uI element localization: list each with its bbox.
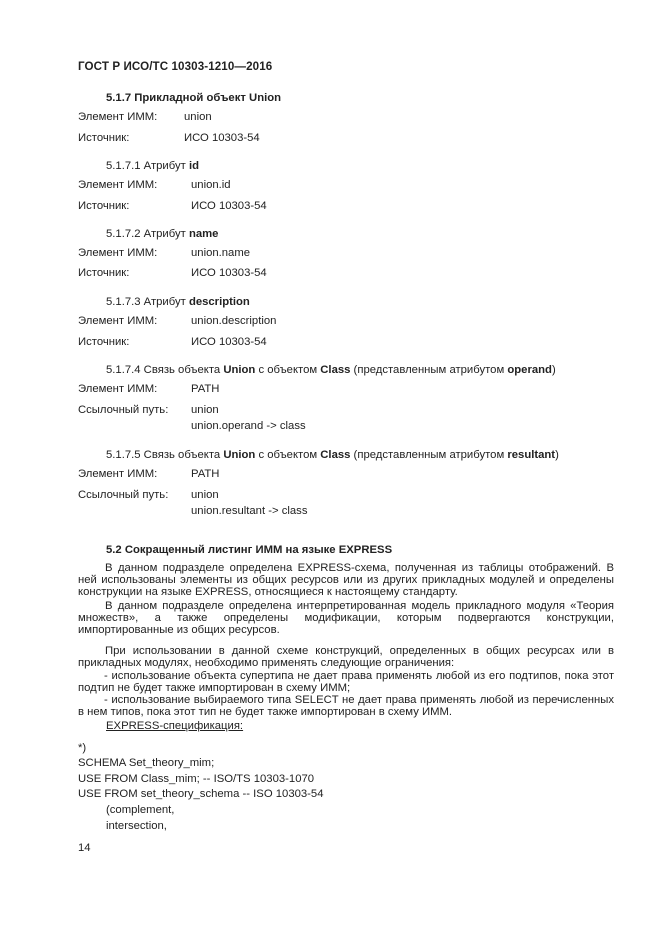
source-label: Источник: bbox=[78, 336, 130, 348]
reference-path-label: Ссылочный путь: bbox=[78, 404, 169, 416]
express-spec-label: EXPRESS-спецификация: bbox=[106, 720, 244, 732]
link-heading-text-3: (представленным атрибутом bbox=[350, 364, 508, 376]
link-heading-bold-2: Class bbox=[320, 364, 351, 376]
link-heading-bold-2: Class bbox=[320, 449, 351, 461]
attribute-heading-name bbox=[106, 228, 218, 240]
link-heading-text-4: ) bbox=[551, 364, 556, 376]
attribute-name: description bbox=[188, 296, 250, 308]
bullet-item-1: - использование объекта супертипа не дает права применять любой из его подтипов, пока этот подтип не будет также импортирован в схему ИММ; bbox=[78, 670, 614, 695]
paragraph-2: В данном подразделе определена интерпретированная модель прикладного модуля «Теория множеств», а также определены модификации, которым подвергаются конструкции, импортированные из общих ресурсов. bbox=[78, 600, 614, 637]
link-heading-resultant bbox=[106, 449, 559, 461]
source-label: Источник: bbox=[78, 200, 130, 212]
mim-element-label: Элемент ИММ: bbox=[78, 111, 158, 123]
link-heading-text-2: с объектом bbox=[255, 364, 321, 376]
code-line: USE FROM Class_mim; -- ISO/TS 10303-1070 bbox=[78, 773, 315, 785]
link-heading-bold-3: operand bbox=[507, 364, 552, 376]
reference-path-label: Ссылочный путь: bbox=[78, 489, 169, 501]
mim-element-value: union.id bbox=[191, 179, 231, 191]
attribute-heading-description bbox=[106, 296, 250, 308]
attribute-heading-prefix: 5.1.7.1 Атрибут bbox=[106, 160, 189, 172]
mim-element-value: PATH bbox=[191, 468, 220, 480]
code-line: USE FROM set_theory_schema -- ISO 10303-54 bbox=[78, 788, 324, 800]
reference-path-line-2: union.resultant -> class bbox=[191, 505, 308, 517]
attribute-heading-id bbox=[106, 160, 199, 172]
code-line: (complement, bbox=[106, 804, 175, 816]
source-label: Источник: bbox=[78, 132, 130, 144]
attribute-heading-prefix: 5.1.7.2 Атрибут bbox=[106, 228, 189, 240]
link-heading-text-2: с объектом bbox=[255, 449, 321, 461]
link-heading-text-3: (представленным атрибутом bbox=[350, 449, 508, 461]
reference-path-line-1: union bbox=[191, 489, 219, 501]
attribute-name: name bbox=[188, 228, 219, 240]
section-heading-5-2: 5.2 Сокращенный листинг ИММ на языке EXPRESS bbox=[106, 544, 393, 556]
mim-element-value: union.description bbox=[191, 315, 277, 327]
bullet-item-2: - использование выбираемого типа SELECT не дает права применять любой из перечисленных в нем типов, пока этот тип не будет также импортирован в схему ИММ. bbox=[78, 694, 614, 719]
paragraph-3: При использовании в данной схеме конструкций, определенных в общих ресурсах или в прикладных модулях, необходимо применять следующие ограничения: bbox=[78, 645, 614, 670]
mim-element-label: Элемент ИММ: bbox=[78, 247, 158, 259]
reference-path-line-1: union bbox=[191, 404, 219, 416]
section-heading-5-1-7: 5.1.7 Прикладной объект Union bbox=[106, 92, 282, 104]
mim-element-label: Элемент ИММ: bbox=[78, 383, 158, 395]
attribute-heading-prefix: 5.1.7.3 Атрибут bbox=[106, 296, 189, 308]
source-value: ИСО 10303-54 bbox=[184, 132, 260, 144]
page-number: 14 bbox=[78, 842, 91, 854]
mim-element-label: Элемент ИММ: bbox=[78, 315, 158, 327]
mim-element-value: union bbox=[184, 111, 212, 123]
link-heading-bold-3: resultant bbox=[507, 449, 556, 461]
link-heading-operand bbox=[106, 364, 556, 376]
link-heading-text-1: 5.1.7.4 Связь объекта bbox=[106, 364, 224, 376]
source-label: Источник: bbox=[78, 267, 130, 279]
reference-path-line-2: union.operand -> class bbox=[191, 420, 306, 432]
mim-element-label: Элемент ИММ: bbox=[78, 179, 158, 191]
document-header: ГОСТ Р ИСО/ТС 10303-1210—2016 bbox=[78, 60, 273, 73]
code-line: intersection, bbox=[106, 820, 167, 832]
code-line: *) bbox=[78, 742, 87, 754]
link-heading-bold-1: Union bbox=[223, 449, 256, 461]
mim-element-label: Элемент ИММ: bbox=[78, 468, 158, 480]
source-value: ИСО 10303-54 bbox=[191, 336, 267, 348]
mim-element-value: PATH bbox=[191, 383, 220, 395]
link-heading-text-1: 5.1.7.5 Связь объекта bbox=[106, 449, 224, 461]
link-heading-bold-1: Union bbox=[223, 364, 256, 376]
link-heading-text-4: ) bbox=[555, 449, 559, 461]
source-value: ИСО 10303-54 bbox=[191, 267, 267, 279]
source-value: ИСО 10303-54 bbox=[191, 200, 267, 212]
paragraph-1: В данном подразделе определена EXPRESS-схема, полученная из таблицы отображений. В ней использованы элементы из общих ресурсов или из других прикладных модулей и определены конструкции на языке EXPRESS, относящиеся к настоящему стандарту. bbox=[78, 562, 614, 599]
mim-element-value: union.name bbox=[191, 247, 251, 259]
attribute-name: id bbox=[188, 160, 199, 172]
code-line: SCHEMA Set_theory_mim; bbox=[78, 757, 215, 769]
